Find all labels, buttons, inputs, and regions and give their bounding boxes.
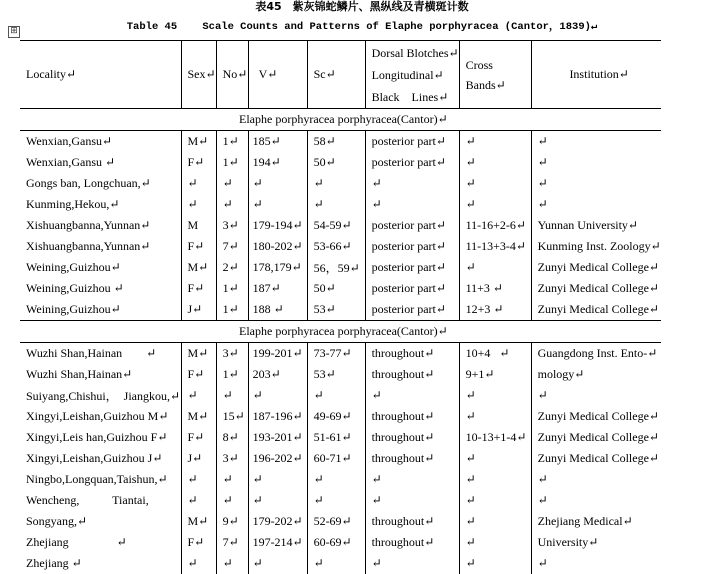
cell-cross-bands: 11-13+3-4↵ xyxy=(459,236,531,257)
cell-sex: F↵ xyxy=(181,236,216,257)
cell-v: 179-202↵ xyxy=(248,511,307,532)
cell-institution: Kunming Inst. Zoology↵ xyxy=(531,236,661,257)
table-row xyxy=(20,215,661,236)
cell-cross-bands: ↵ xyxy=(459,152,531,173)
cell-sex: ↵ xyxy=(181,385,216,406)
cell-sc: 50↵ xyxy=(307,152,365,173)
cell-v: ↵ xyxy=(248,194,307,215)
cell-institution: Zunyi Medical College↵ xyxy=(531,427,661,448)
cell-sc: ↵ xyxy=(307,385,365,406)
cell-institution: Yunnan University↵ xyxy=(531,215,661,236)
cell-locality: Wencheng, Tiantai, xyxy=(26,493,149,507)
table-move-handle-icon[interactable]: ⊞ xyxy=(8,26,20,38)
cell-dorsal: posterior part↵ xyxy=(365,131,459,153)
cell-v: 188 ↵ xyxy=(248,299,307,321)
table-row xyxy=(20,131,661,153)
cell-v: 180-202↵ xyxy=(248,236,307,257)
cell-sex: ↵ xyxy=(181,194,216,215)
cell-dorsal: ↵ xyxy=(365,385,459,406)
cell-cross-bands: 9+1↵ xyxy=(459,364,531,385)
cell-no: 2↵ xyxy=(216,257,248,278)
cell-locality: Songyang,↵ xyxy=(26,514,88,528)
header-cross-line1: Cross xyxy=(465,57,493,72)
cell-sex: ↵ xyxy=(181,173,216,194)
cell-no: 8↵ xyxy=(216,427,248,448)
cell-sc: 53↵ xyxy=(307,364,365,385)
cell-locality: Xingyi,Leishan,Guizhou J↵ xyxy=(26,451,163,465)
cell-v: 203↵ xyxy=(248,364,307,385)
cell-locality: Xingyi,Leishan,Guizhou M↵ xyxy=(26,409,169,423)
cell-locality: Zhejiang ↵ xyxy=(26,556,82,570)
cell-dorsal: posterior part↵ xyxy=(365,257,459,278)
cell-cross-bands: 11-16+2-6↵ xyxy=(459,215,531,236)
table-row xyxy=(20,511,661,532)
cell-locality: Weining,Guizhou↵ xyxy=(26,302,121,316)
cell-v: 187-196↵ xyxy=(248,406,307,427)
table-row xyxy=(20,194,661,215)
table-row xyxy=(20,236,661,257)
cell-no: 3↵ xyxy=(216,215,248,236)
cell-sc: 52-69↵ xyxy=(307,511,365,532)
table-row xyxy=(20,152,661,173)
cell-v: 185↵ xyxy=(248,131,307,153)
cell-sex: F↵ xyxy=(181,278,216,299)
cell-dorsal: ↵ xyxy=(365,553,459,574)
cell-sex: F↵ xyxy=(181,427,216,448)
cell-dorsal: posterior part↵ xyxy=(365,215,459,236)
cell-no: 7↵ xyxy=(216,532,248,553)
cell-sex: ↵ xyxy=(181,490,216,511)
table-title-chinese: 表45 紫灰锦蛇鳞片、黑纵线及青横斑计数 xyxy=(255,0,469,13)
cell-sex: F↵ xyxy=(181,532,216,553)
cell-v: 197-214↵ xyxy=(248,532,307,553)
cell-dorsal: throughout↵ xyxy=(365,343,459,365)
cell-sex: M↵ xyxy=(181,257,216,278)
cell-no: ↵ xyxy=(216,194,248,215)
cell-institution: ↵ xyxy=(531,173,661,194)
header-locality: Locality↵ xyxy=(20,41,181,109)
cell-no: ↵ xyxy=(216,469,248,490)
cell-cross-bands: ↵ xyxy=(459,532,531,553)
cell-locality: Wenxian,Gansu↵ xyxy=(26,134,113,148)
cell-institution: ↵ xyxy=(531,553,661,574)
cell-v: 196-202↵ xyxy=(248,448,307,469)
table-row xyxy=(20,385,661,406)
cell-no: ↵ xyxy=(216,553,248,574)
cell-locality: Xishuangbanna,Yunnan↵ xyxy=(26,239,151,253)
cell-institution: mology↵ xyxy=(531,364,661,385)
header-no: No↵ xyxy=(216,41,248,109)
header-v: V↵ xyxy=(248,41,307,109)
cell-v: 199-201↵ xyxy=(248,343,307,365)
cell-sex: M↵ xyxy=(181,131,216,153)
cell-sc: ↵ xyxy=(307,553,365,574)
cell-cross-bands: 10-13+1-4↵ xyxy=(459,427,531,448)
cell-locality: Gongs ban, Longchuan,↵ xyxy=(26,176,151,190)
cell-locality: Xishuangbanna,Yunnan↵ xyxy=(26,218,151,232)
cell-institution: ↵ xyxy=(531,469,661,490)
cell-sex: M xyxy=(181,215,216,236)
cell-institution: Zunyi Medical College↵ xyxy=(531,406,661,427)
cell-cross-bands: ↵ xyxy=(459,131,531,153)
header-cross-line2: Bands↵ xyxy=(465,77,506,92)
table-row xyxy=(20,299,661,321)
cell-locality: Xingyi,Leis han,Guizhou F↵ xyxy=(26,430,168,444)
cell-dorsal: posterior part↵ xyxy=(365,152,459,173)
scale-counts-table xyxy=(20,40,661,574)
cell-sc: ↵ xyxy=(307,173,365,194)
cell-sex: J↵ xyxy=(181,299,216,321)
cell-dorsal: posterior part↵ xyxy=(365,299,459,321)
cell-sex: M↵ xyxy=(181,511,216,532)
cell-institution: ↵ xyxy=(531,131,661,153)
cell-dorsal: throughout↵ xyxy=(365,364,459,385)
group-label: Elaphe porphyracea porphyracea(Cantor)↵ xyxy=(20,109,661,131)
cell-cross-bands: ↵ xyxy=(459,490,531,511)
cell-dorsal: ↵ xyxy=(365,194,459,215)
cell-v: 179-194↵ xyxy=(248,215,307,236)
cell-cross-bands: ↵ xyxy=(459,511,531,532)
cell-no: ↵ xyxy=(216,490,248,511)
cell-no: 1↵ xyxy=(216,364,248,385)
cell-sc: 51-61↵ xyxy=(307,427,365,448)
cell-no: ↵ xyxy=(216,385,248,406)
cell-sc: 60-69↵ xyxy=(307,532,365,553)
table-row xyxy=(20,343,661,365)
cell-institution: University↵ xyxy=(531,532,661,553)
cell-institution: ↵ xyxy=(531,385,661,406)
cell-cross-bands: ↵ xyxy=(459,406,531,427)
cell-no: 7↵ xyxy=(216,236,248,257)
cell-cross-bands: ↵ xyxy=(459,173,531,194)
cell-sex: ↵ xyxy=(181,553,216,574)
cell-sc: 53↵ xyxy=(307,299,365,321)
table-row xyxy=(20,406,661,427)
cell-institution: Zhejiang Medical↵ xyxy=(531,511,661,532)
header-sex: Sex↵ xyxy=(181,41,216,109)
cell-dorsal: posterior part↵ xyxy=(365,278,459,299)
cell-v: ↵ xyxy=(248,173,307,194)
group-row xyxy=(20,109,661,131)
cell-locality: Wuzhi Shan,Hainan ↵ xyxy=(26,346,157,360)
cell-sex: ↵ xyxy=(181,469,216,490)
cell-locality: Kunming,Hekou,↵ xyxy=(26,197,120,211)
cell-no: 1↵ xyxy=(216,278,248,299)
cell-sc: ↵ xyxy=(307,490,365,511)
cell-no: 1↵ xyxy=(216,152,248,173)
table-row xyxy=(20,173,661,194)
cell-no: 3↵ xyxy=(216,448,248,469)
cell-dorsal: throughout↵ xyxy=(365,511,459,532)
cell-locality: Suiyang,Chishui， Jiangkou,↵ xyxy=(26,389,181,403)
cell-cross-bands: ↵ xyxy=(459,385,531,406)
cell-institution: ↵ xyxy=(531,152,661,173)
table-row xyxy=(20,257,661,278)
cell-locality: Weining,Guizhou ↵ xyxy=(26,281,124,295)
cell-cross-bands: 10+4 ↵ xyxy=(459,343,531,365)
cell-dorsal: throughout↵ xyxy=(365,448,459,469)
table-row xyxy=(20,448,661,469)
cell-no: 1↵ xyxy=(216,299,248,321)
cell-no: 9↵ xyxy=(216,511,248,532)
cell-sex: M↵ xyxy=(181,343,216,365)
cell-dorsal: posterior part↵ xyxy=(365,236,459,257)
cell-sex: F↵ xyxy=(181,152,216,173)
table-row xyxy=(20,532,661,553)
cell-v: ↵ xyxy=(248,385,307,406)
group-label: Elaphe porphyracea porphyracea(Cantor)↵ xyxy=(20,321,661,343)
table-row xyxy=(20,553,661,574)
table-row xyxy=(20,278,661,299)
header-dorsal-blotches xyxy=(365,41,459,109)
header-dorsal-line2: Longitudinal↵ xyxy=(371,68,444,82)
cell-sc: 53-66↵ xyxy=(307,236,365,257)
table-row xyxy=(20,364,661,385)
group-row xyxy=(20,321,661,343)
cell-dorsal: ↵ xyxy=(365,469,459,490)
cell-v: ↵ xyxy=(248,490,307,511)
cell-v: ↵ xyxy=(248,469,307,490)
cell-v: 194↵ xyxy=(248,152,307,173)
cell-institution: Guangdong Inst. Ento-↵ xyxy=(531,343,661,365)
cell-sc: ↵ xyxy=(307,194,365,215)
cell-institution: Zunyi Medical College↵ xyxy=(531,257,661,278)
cell-locality: Wenxian,Gansu ↵ xyxy=(26,155,116,169)
cell-dorsal: ↵ xyxy=(365,490,459,511)
cell-sc: ↵ xyxy=(307,469,365,490)
cell-cross-bands: ↵ xyxy=(459,553,531,574)
cell-v: 178,179↵ xyxy=(248,257,307,278)
cell-dorsal: ↵ xyxy=(365,173,459,194)
header-sc: Sc↵ xyxy=(307,41,365,109)
cell-sex: F↵ xyxy=(181,364,216,385)
cell-cross-bands: ↵ xyxy=(459,469,531,490)
cell-no: ↵ xyxy=(216,173,248,194)
cell-sc: 58↵ xyxy=(307,131,365,153)
header-dorsal-line3: Black Lines↵ xyxy=(371,90,449,104)
table-row xyxy=(20,469,661,490)
cell-sc: 54-59↵ xyxy=(307,215,365,236)
cell-no: 15↵ xyxy=(216,406,248,427)
cell-no: 3↵ xyxy=(216,343,248,365)
cell-institution: ↵ xyxy=(531,194,661,215)
cell-institution: Zunyi Medical College↵ xyxy=(531,278,661,299)
cell-sex: J↵ xyxy=(181,448,216,469)
cell-no: 1↵ xyxy=(216,131,248,153)
cell-sc: 49-69↵ xyxy=(307,406,365,427)
cell-sc: 73-77↵ xyxy=(307,343,365,365)
cell-locality: Weining,Guizhou↵ xyxy=(26,260,121,274)
cell-dorsal: throughout↵ xyxy=(365,406,459,427)
table-row xyxy=(20,427,661,448)
cell-v: 187↵ xyxy=(248,278,307,299)
cell-institution: Zunyi Medical College↵ xyxy=(531,448,661,469)
cell-cross-bands: 12+3 ↵ xyxy=(459,299,531,321)
header-dorsal-line1: Dorsal Blotches↵ xyxy=(371,46,459,60)
cell-cross-bands: 11+3 ↵ xyxy=(459,278,531,299)
cell-sc: 60-71↵ xyxy=(307,448,365,469)
cell-institution: Zunyi Medical College↵ xyxy=(531,299,661,321)
cell-v: ↵ xyxy=(248,553,307,574)
cell-institution: ↵ xyxy=(531,490,661,511)
cell-locality: Ningbo,Longquan,Taishun,↵ xyxy=(26,472,168,486)
cell-cross-bands: ↵ xyxy=(459,448,531,469)
header-cross-bands xyxy=(459,41,531,109)
cell-locality: Wuzhi Shan,Hainan↵ xyxy=(26,367,133,381)
table-title-english: Table 45 Scale Counts and Patterns of Elaphe porphyracea (Cantor，1839)↵ xyxy=(126,21,598,33)
cell-sex: M↵ xyxy=(181,406,216,427)
cell-cross-bands: ↵ xyxy=(459,257,531,278)
header-row xyxy=(20,41,661,109)
cell-cross-bands: ↵ xyxy=(459,194,531,215)
cell-locality: Zhejiang ↵ xyxy=(26,535,127,549)
cell-sc: 56，59↵ xyxy=(307,257,365,278)
table-row xyxy=(20,490,661,511)
cell-dorsal: throughout↵ xyxy=(365,532,459,553)
cell-v: 193-201↵ xyxy=(248,427,307,448)
cell-dorsal: throughout↵ xyxy=(365,427,459,448)
cell-sc: 50↵ xyxy=(307,278,365,299)
header-institution: Institution↵ xyxy=(531,41,661,109)
